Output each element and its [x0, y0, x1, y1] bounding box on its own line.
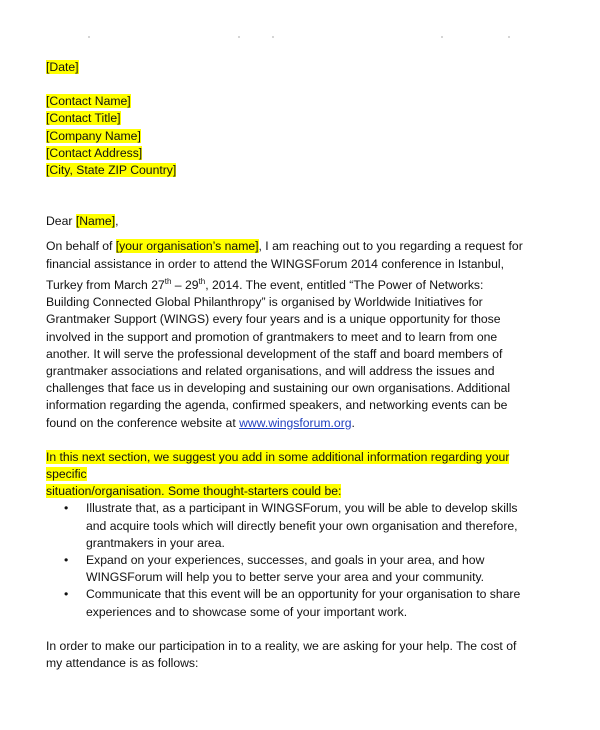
wingsforum-website-link[interactable]: www.wingsforum.org	[239, 415, 352, 430]
city-state-placeholder: [City, State ZIP Country]	[46, 163, 177, 178]
suggestion-highlight-line-2: situation/organisation. Some thought-starters could be:	[46, 484, 342, 499]
contact-name-placeholder: [Contact Name]	[46, 94, 131, 109]
suggestion-bullet-list	[46, 500, 526, 620]
contact-address-placeholder: [Contact Address]	[46, 145, 143, 160]
suggestion-section	[46, 449, 526, 501]
date-placeholder: [Date]	[46, 60, 79, 74]
paragraph-cost: In order to make our participation in to a reality, we are asking for your help. The cost of my attendance is as follows:	[46, 638, 517, 670]
bullet-icon: •	[64, 501, 69, 516]
contact-title-placeholder: [Contact Title]	[46, 111, 121, 126]
bullet-icon: •	[64, 587, 69, 602]
list-item: • Communicate that this event will be an opportunity for your organisation to share experiences and to showcase some of your important work.	[64, 587, 521, 619]
list-item: • Expand on your experiences, successes, and goals in your area, and how WINGSForum will help you to better serve your area and your community.	[64, 552, 485, 585]
header-dots-decoration	[0, 36, 600, 42]
paragraph-intro: On behalf of [your organisation’s name], I am reaching out to you regarding a request for financial assistance in order to attend the WINGSForum 2014 conference in Istanbul, Turkey from March 27th – 29th, 2014. The event, entitled “The Power of Networks: Building Connected Global Philanthropy” is organised by Worldwide Initiatives for Grantmaker Support (WINGS) every four years and is a unique opportunity for those involved in the support and promotion of grantmakers to meet and to learn from one another. It will serve the professional development of the staff and board members of grantmaker associations and related organisations, and will address the issues and challenges that face us in developing and sustaining our own organisations. Additional information regarding the agenda, confirmed speakers, and networking events can be found on the conference website at www.wingsforum.org.	[46, 239, 523, 430]
letter-body	[46, 59, 526, 672]
bullet-icon: •	[64, 552, 69, 567]
salutation-name-placeholder: [Name]	[75, 214, 116, 229]
suggestion-highlight-line-1: In this next section, we suggest you add in some additional information regarding your specific	[46, 449, 510, 481]
recipient-address-block	[46, 93, 526, 179]
company-name-placeholder: [Company Name]	[46, 128, 141, 143]
date-block	[46, 59, 526, 76]
list-item: • Illustrate that, as a participant in WINGSForum, you will be able to develop skills and acquire tools which will directly benefit your own organisation and therefore, grantmakers in your area.	[64, 501, 518, 550]
salutation: Dear [Name],	[46, 214, 119, 229]
organisation-name-placeholder: [your organisation’s name]	[115, 239, 259, 254]
